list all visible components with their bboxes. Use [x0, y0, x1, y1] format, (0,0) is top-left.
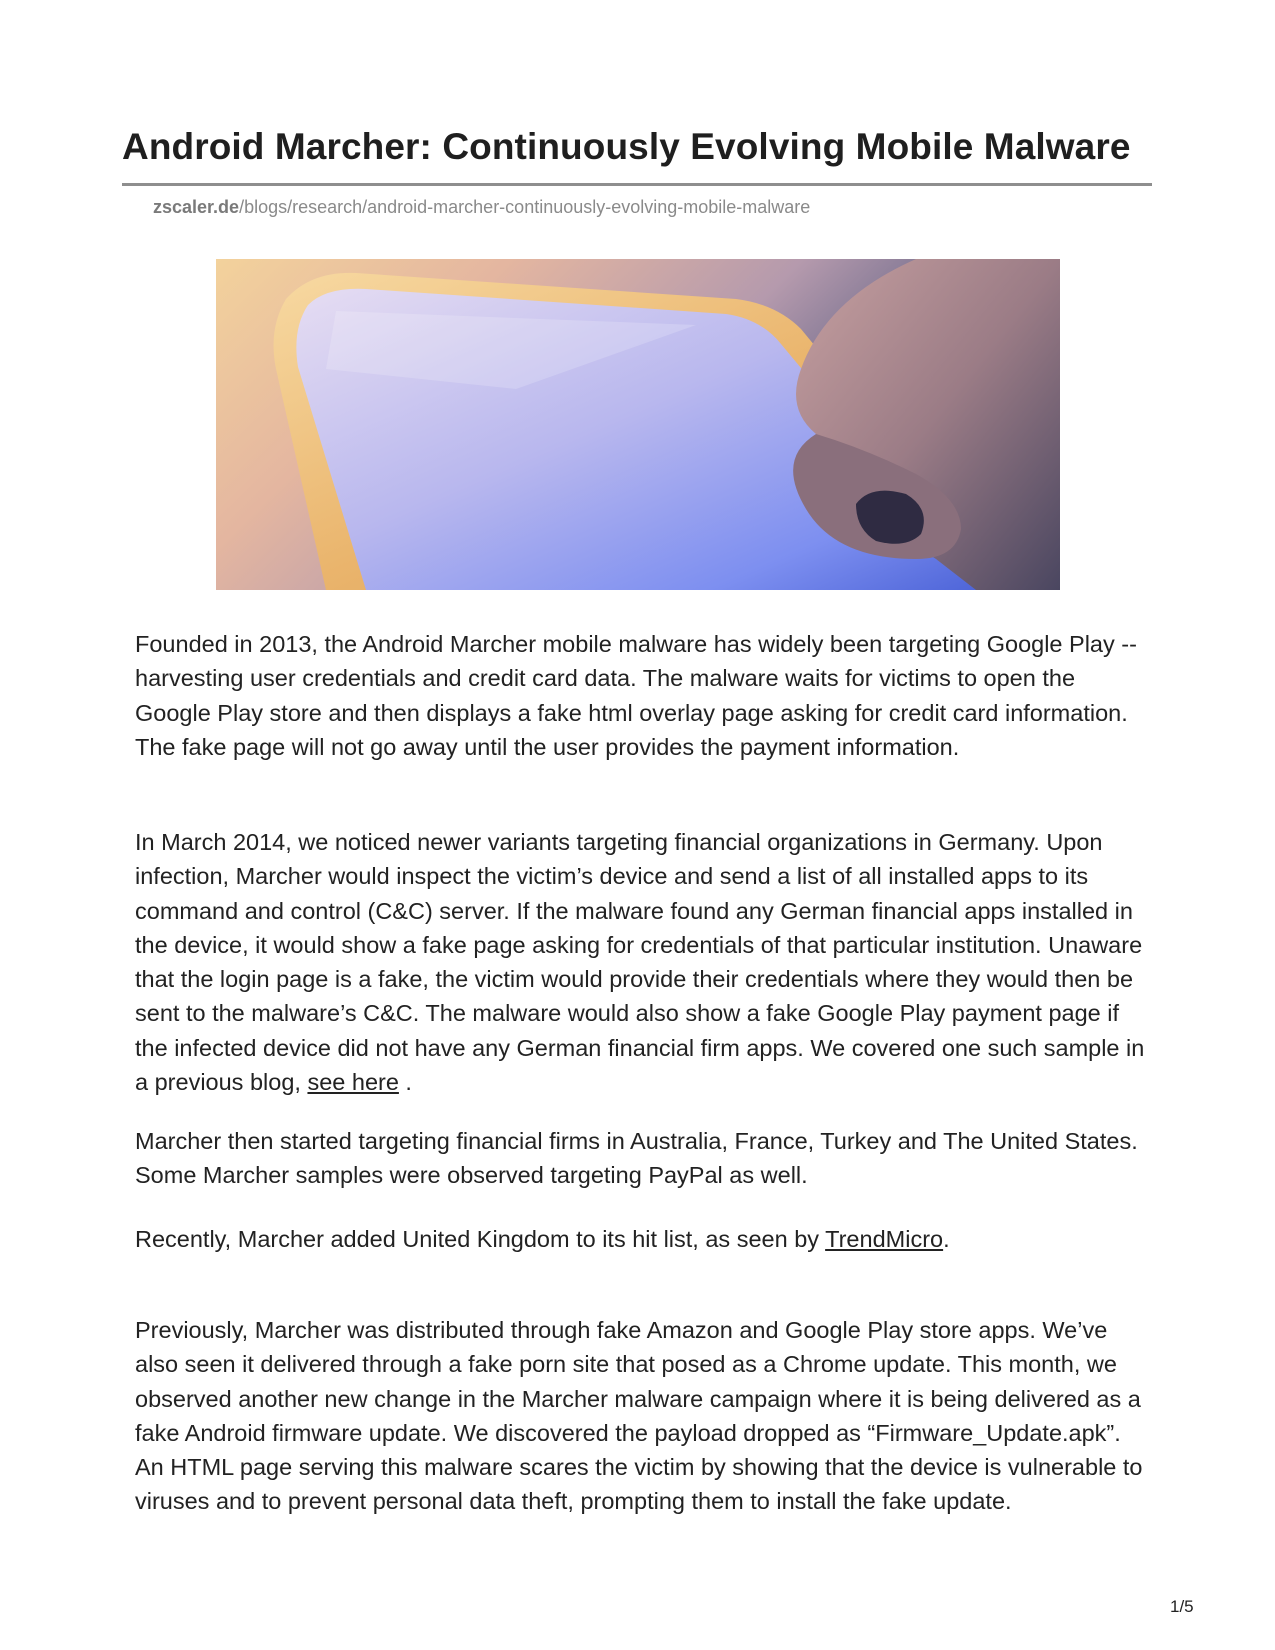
source-path: /blogs/research/android-marcher-continuously-evolving-mobile-malware: [239, 197, 811, 217]
page-number: 1/5: [1170, 1597, 1194, 1616]
paragraph-germany-text: In March 2014, we noticed newer variants targeting financial organizations in Germany. Upon infection, Marcher would inspect the victim’s device and send a list of all installed apps to its command and control (C&C) server. If the malware found any German financial apps installed in the device, it would show a fake page asking for credentials of that particular institution. Unaware that the login page is a fake, the victim would provide their credentials where they would then be sent to the malware’s C&C. The malware would also show a fake Google Play payment page if the infected device did not have any German financial firm apps. We covered one such sample in a previous blog,: [135, 829, 1145, 1096]
paragraph-intro: Founded in 2013, the Android Marcher mobile malware has widely been targeting Google Play -- harvesting user credentials and credit card data. The malware waits for victims to open the Google Play store and then displays a fake html overlay page asking for credit card information. The fake page will not go away until the user provides the payment information.: [135, 631, 1137, 760]
paragraph-uk-text: Recently, Marcher added United Kingdom to its hit list, as seen by: [135, 1226, 826, 1252]
paragraph-distribution: Previously, Marcher was distributed through fake Amazon and Google Play store apps. We’ve also seen it delivered through a fake porn site that posed as a Chrome update. This month, we observed another new change in the Marcher malware campaign where it is being delivered as a fake Android firmware update. We discovered the payload dropped as “Firmware_Update.apk”. An HTML page serving this malware scares the victim by showing that the device is vulnerable to viruses and to prevent personal data theft, prompting them to install the fake update.: [135, 1317, 1143, 1515]
paragraph-germany: [135, 825, 1145, 1099]
paragraph-germany-end: .: [398, 1069, 412, 1096]
source-url[interactable]: [153, 197, 810, 218]
see-here-link[interactable]: see here: [307, 1069, 399, 1096]
paragraph-uk: [135, 1222, 1145, 1256]
phone-in-hand-illustration: [216, 259, 1060, 590]
article-title: Android Marcher: Continuously Evolving Mobile Malware: [122, 126, 1131, 167]
hero-image: [216, 259, 1060, 590]
paragraph-uk-end: .: [943, 1226, 950, 1252]
paragraph-expansion: Marcher then started targeting financial firms in Australia, France, Turkey and The United States. Some Marcher samples were observed targeting PayPal as well.: [135, 1128, 1138, 1189]
title-divider: [122, 183, 1152, 186]
source-domain: zscaler.de: [153, 197, 240, 217]
trendmicro-link[interactable]: TrendMicro: [825, 1226, 944, 1252]
